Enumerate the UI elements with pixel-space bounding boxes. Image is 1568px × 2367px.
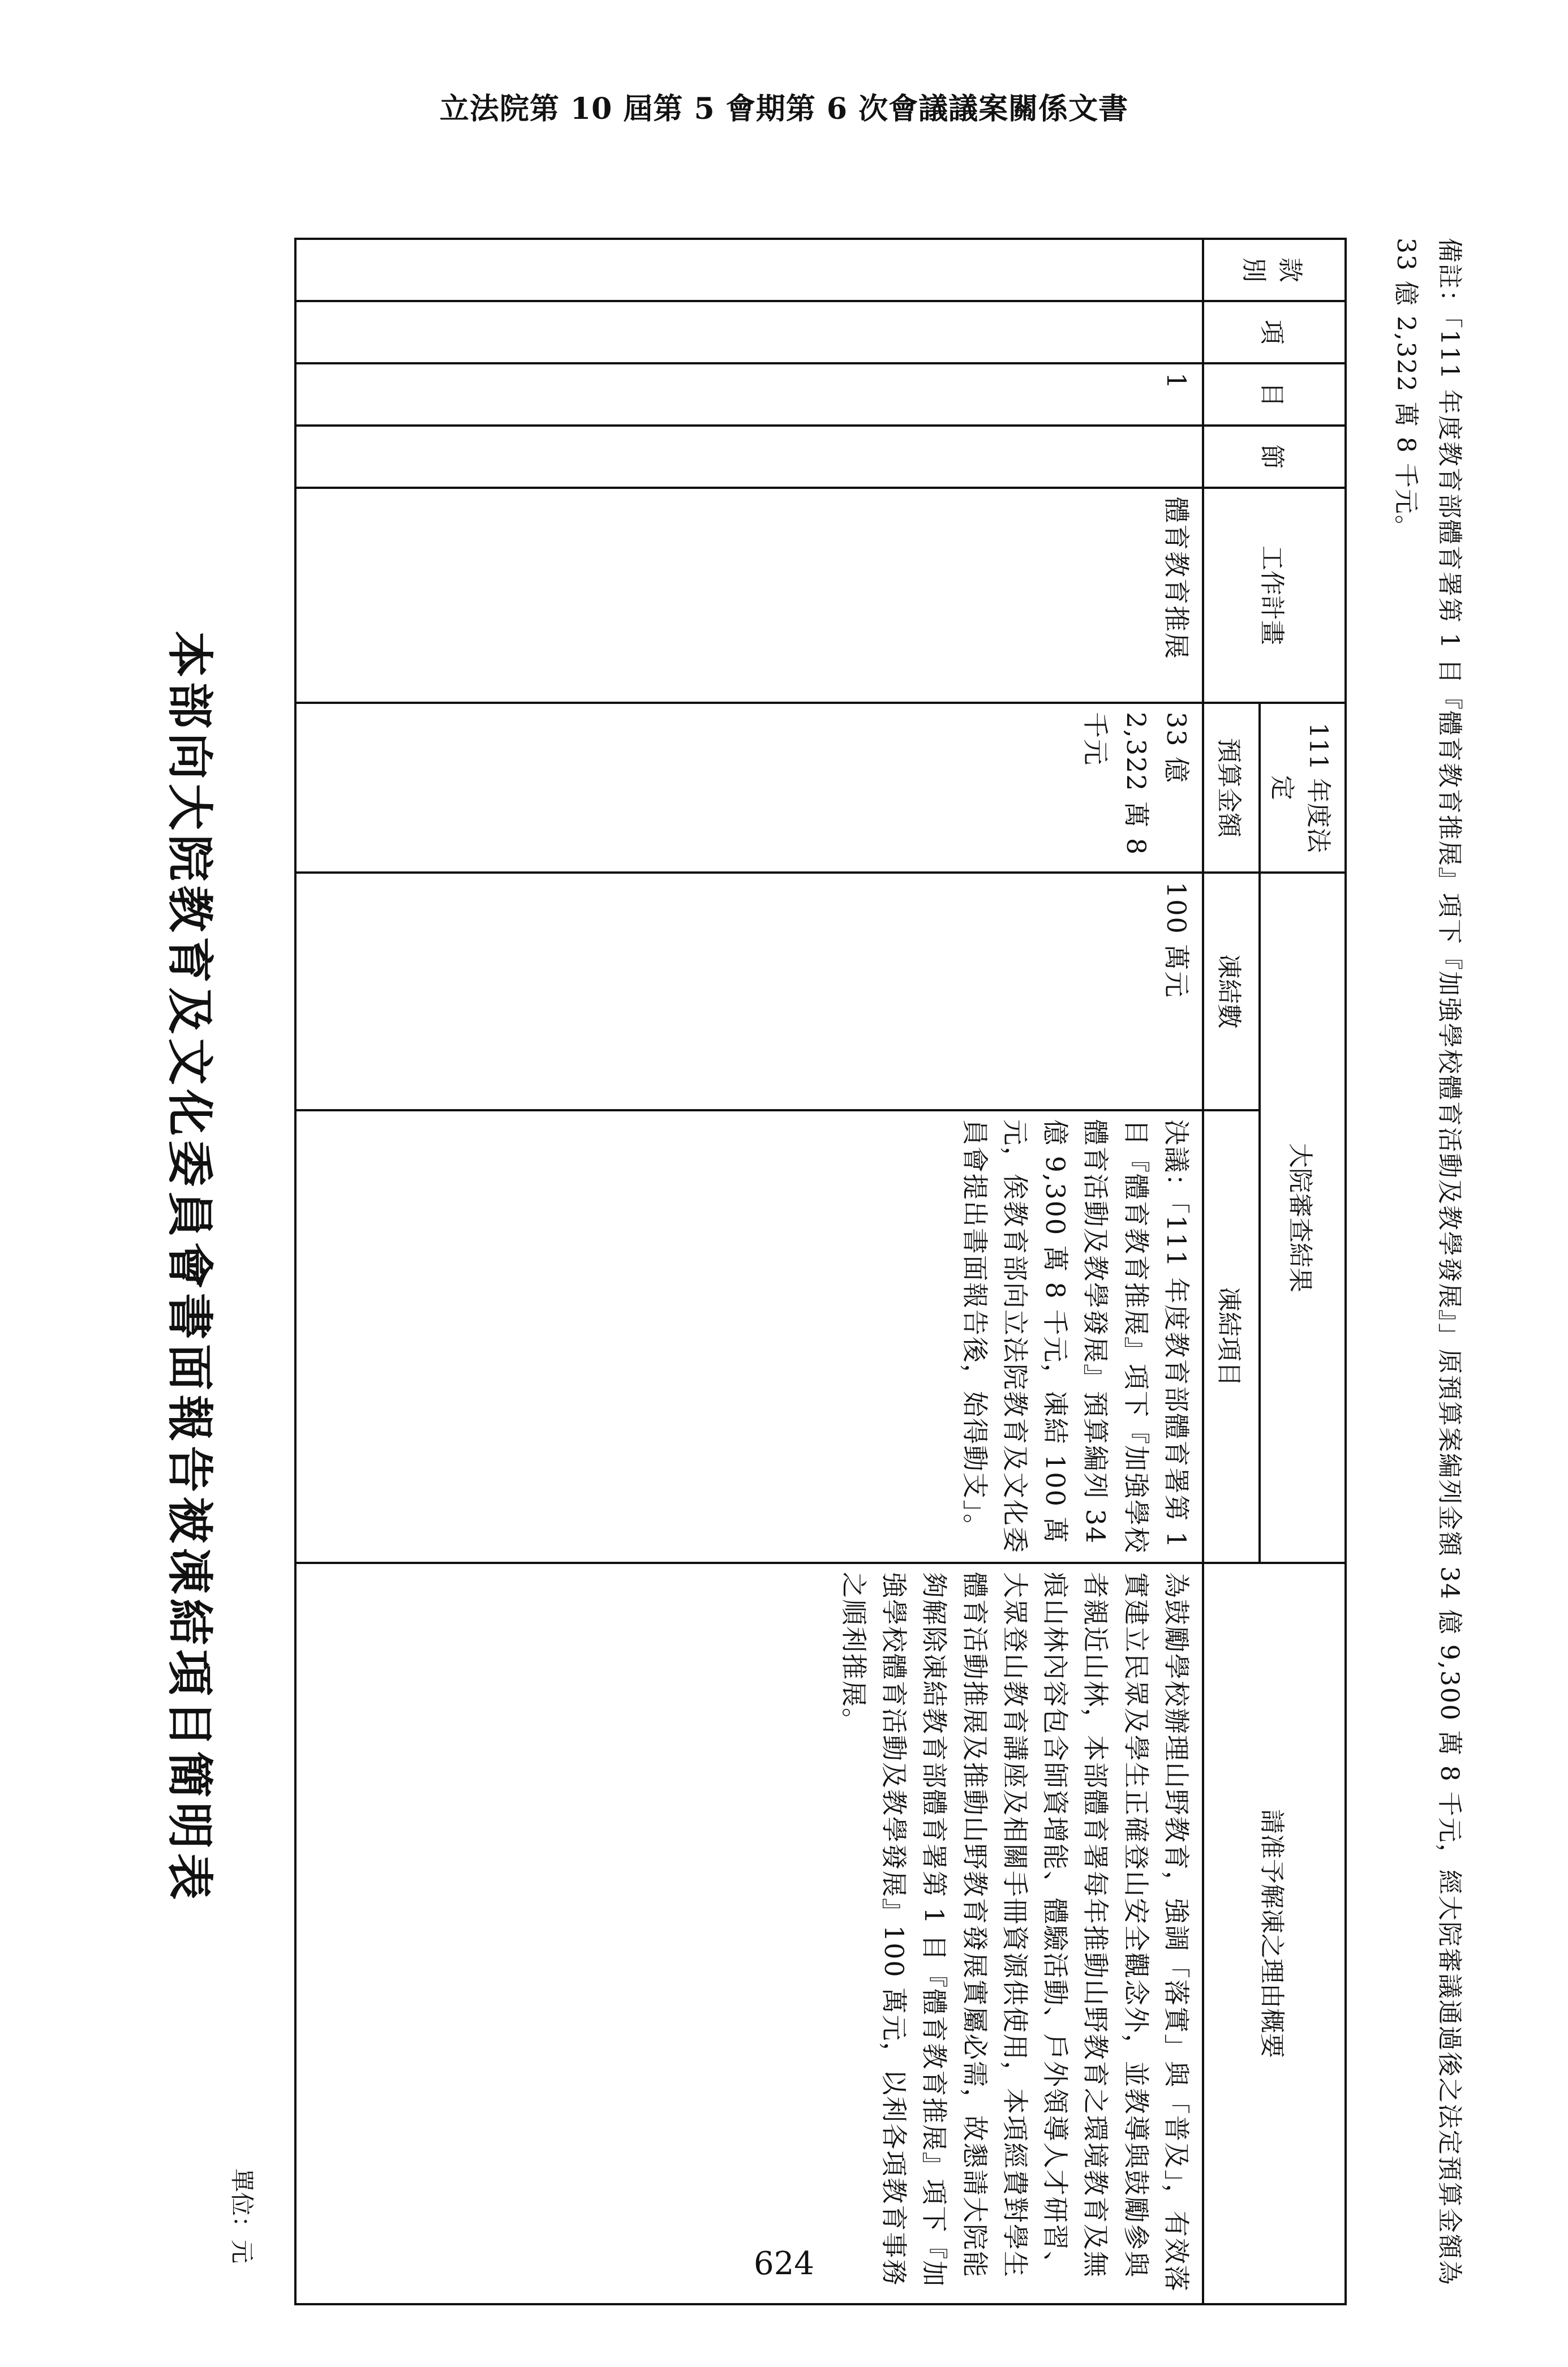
- col-header-frozen-amount: 凍結數: [1203, 873, 1260, 1110]
- col-header-reason: 請准予解凍之理由概要: [1203, 1563, 1346, 2304]
- document-title: 本部向大院教育及文化委員會書面報告被凍結項目簡明表: [162, 630, 217, 1904]
- col-header-budget-group: 111 年度法定: [1260, 703, 1346, 873]
- col-header-budget: 預算金額: [1203, 703, 1260, 873]
- cell-budget: 33 億 2,322 萬 8 千元: [295, 703, 1203, 873]
- cell-reason: 為鼓勵學校辦理山野教育，強調「落實」與「普及」，有效落實建立民眾及學生正確登山安全觀念外，並教導與鼓勵參與者親近山林，本部體育署每年推動山野教育之環境教育及無痕山林內容包含師資增能、體驗活動、戶外領導人才研習、大眾登山教育講座及相關手冊資源供使用，本項經費對學生體育活動推展及推動山野教育發展實屬必需，故懇請大院能夠解除凍結教育部體育署第 1 目『體育教育推展』項下『加強學校體育活動及教學發展』100 萬元，以利各項教育事務之順利推展。: [295, 1563, 1203, 2304]
- col-header-jie: 節: [1203, 426, 1346, 488]
- cell-jie: [295, 426, 1203, 488]
- unit-label: 單位：元: [228, 2168, 256, 2263]
- col-header-mu: 目: [1203, 363, 1346, 426]
- footnote: 備註：「111 年度教育部體育署第 1 目『體育教育推展』項下『加強學校體育活動及教學發展』」原預算案編列金額 34 億 9,300 萬 8 千元，經大院審議通過後之法定預算金額為 33 億 2,322 萬 8 千元。: [1391, 238, 1464, 2286]
- cell-frozen-item: 決議：「111 年度教育部體育署第 1 目『體育教育推展』項下『加強學校體育活動及教學發展』預算編列 34 億 9,300 萬 8 千元，凍結 100 萬元，俟教育部向立法院教育及文化委員會提出書面報告後，始得動支」。: [295, 1110, 1203, 1563]
- col-header-review-group: 大院審查結果: [1260, 873, 1346, 1563]
- cell-xiang: [295, 301, 1203, 363]
- col-header-xiang: 項: [1203, 301, 1346, 363]
- cell-mu: 1: [295, 363, 1203, 426]
- cell-plan: 體育教育推展: [295, 488, 1203, 703]
- col-header-plan: 工作計畫: [1203, 488, 1346, 703]
- page-number: 624: [754, 2245, 814, 2282]
- col-header-frozen-item: 凍結項目: [1203, 1110, 1260, 1563]
- rotated-page: [158, 238, 1464, 2297]
- col-header-kuan: 款別: [1203, 239, 1346, 301]
- cell-frozen-amount: 100 萬元: [295, 873, 1203, 1110]
- document-header: 立法院第 10 屆第 5 會期第 6 次會議議案關係文書: [439, 92, 1129, 126]
- cell-kuan: [295, 239, 1203, 301]
- frozen-items-table: [294, 238, 1347, 2305]
